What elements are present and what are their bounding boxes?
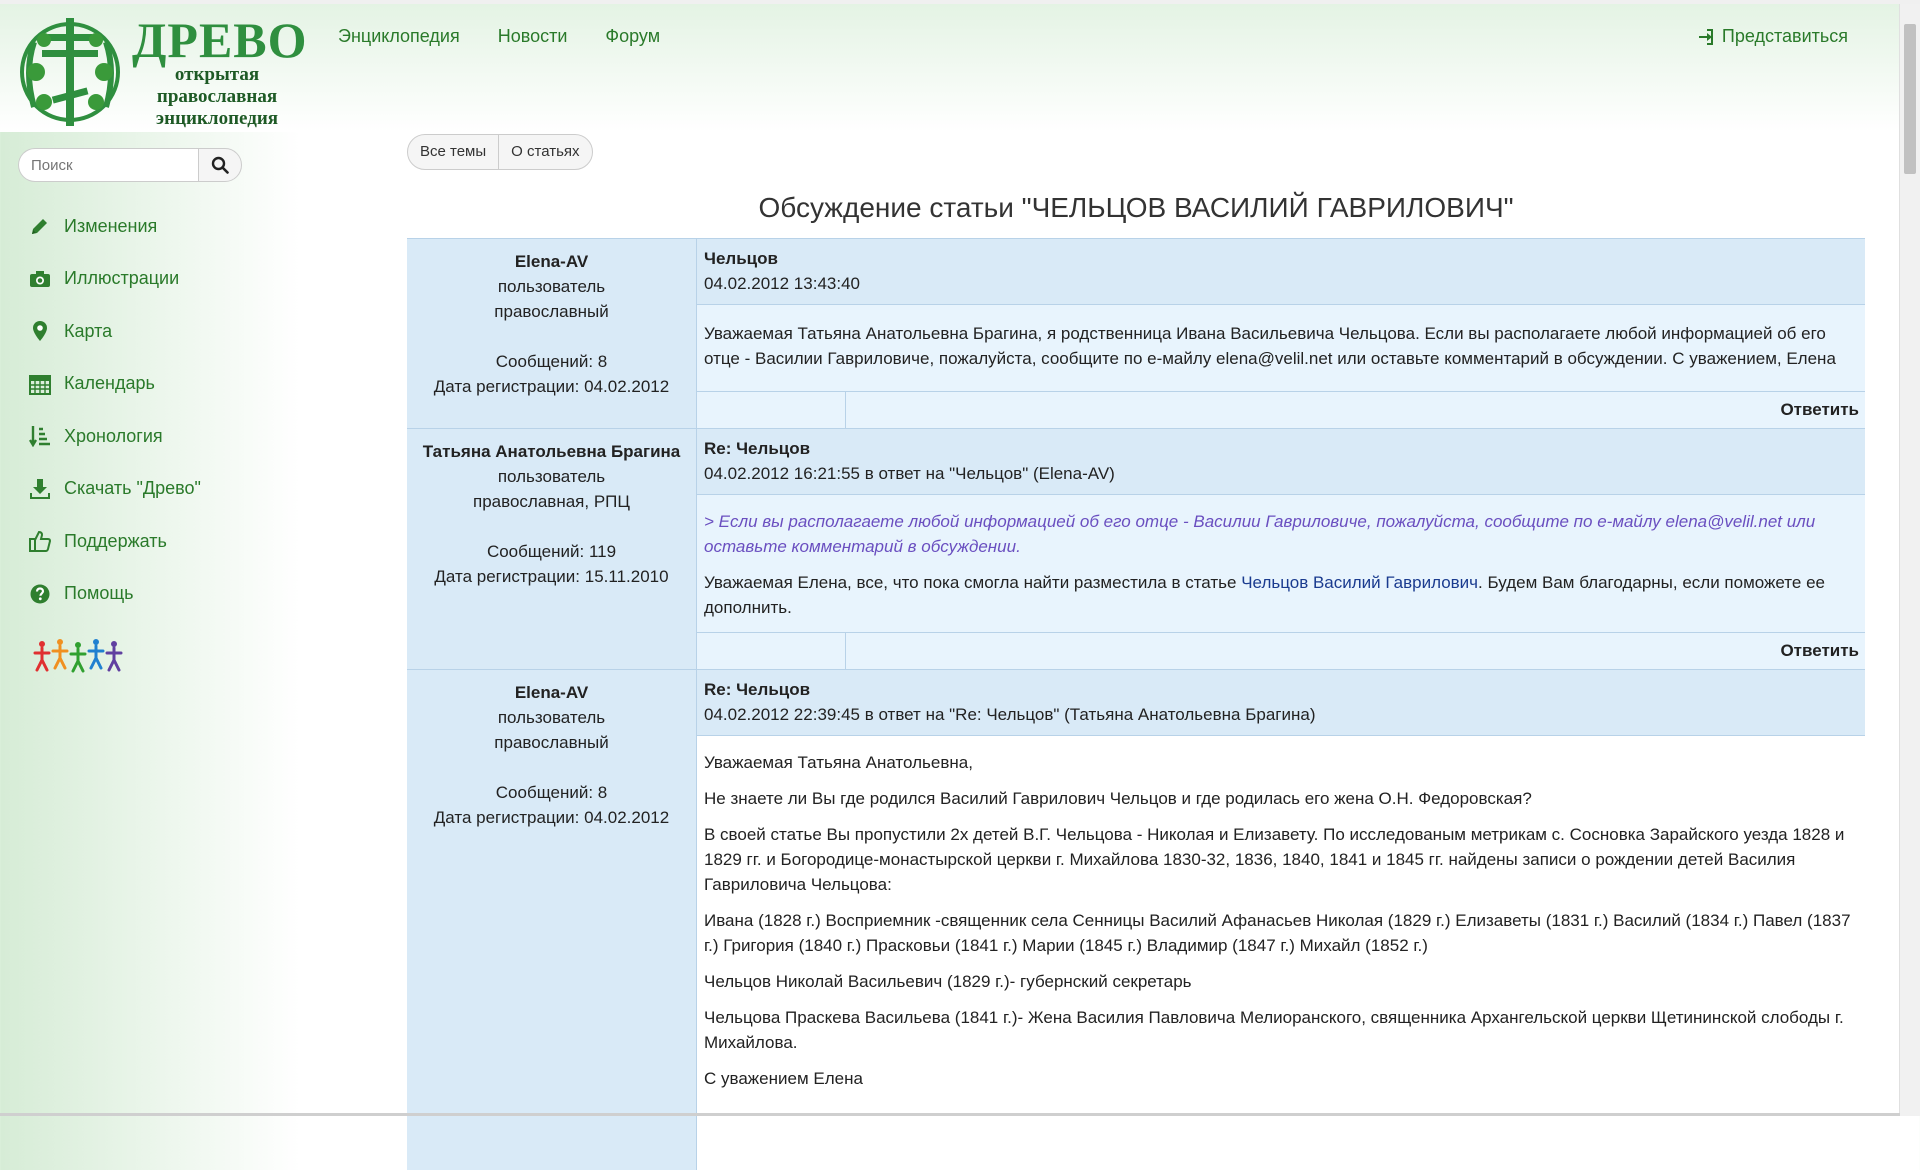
author-name[interactable]: Татьяна Анатольевна Брагина — [422, 442, 681, 461]
login-label: Представиться — [1721, 26, 1848, 46]
author-message-count: Сообщений: 8 — [495, 783, 608, 802]
sidebar-item-support[interactable] — [28, 515, 201, 568]
post-author-panel — [407, 429, 697, 669]
post-subject: Чельцов — [704, 249, 778, 268]
post-paragraph: Не знаете ли Вы где родился Василий Гаврилович Чельцов и где родилась его жена О.Н. Федоровская? — [704, 789, 1532, 808]
search-button[interactable] — [198, 148, 242, 182]
sidebar-item-calendar[interactable] — [28, 358, 201, 411]
page-scrollbar[interactable] — [1899, 4, 1920, 1116]
sidebar-item-label: Хронология — [64, 425, 163, 446]
author-faith: православный — [494, 733, 609, 752]
sidebar-item-label: Изменения — [64, 215, 158, 236]
post-paragraph: С уважением Елена — [704, 1069, 863, 1088]
logo-subtitle-line: открытая — [174, 64, 260, 85]
nav-link-forum[interactable]: Форум — [605, 26, 661, 46]
forum-post — [407, 428, 1865, 669]
post-header — [697, 239, 1865, 305]
sidebar-item-label: Календарь — [64, 373, 155, 394]
site-logo[interactable] — [14, 12, 308, 134]
post-text-part: Уважаемая Елена, все, что пока смогла найти разместила в статье — [704, 573, 1242, 592]
scrollbar-thumb[interactable] — [1904, 24, 1916, 174]
search-icon — [211, 156, 229, 174]
post-paragraph: Чельцов Николай Васильевич (1829 г.)- губернский секретарь — [704, 972, 1192, 991]
map-marker-icon — [28, 319, 52, 343]
post-content — [697, 670, 1865, 1170]
post-paragraph: В своей статье Вы пропустили 2х детей В.Г. Чельцова - Николая и Елизавету. По исследованым метрикам с. Сосновка Зарайского уезда 1828 и 1829 гг. и Богородице-монастырской церкви г. Михайлова 1830-32, 1836, 1840, 1841 и 1845 гг. найдены записи о рождении детей Василия Гавриловича Чельцова: — [704, 825, 1845, 894]
author-faith: православный — [494, 302, 609, 321]
post-text — [704, 570, 1858, 620]
logo-subtitle — [142, 64, 292, 130]
post-header — [697, 670, 1865, 736]
post-subject: Re: Чельцов — [704, 680, 811, 699]
calendar-icon — [28, 372, 52, 396]
post-text-part: . Будем Вам благодарны, если поможете ее дополнить. — [704, 573, 1825, 617]
sidebar-item-label: Поддержать — [64, 530, 167, 551]
post-author-panel — [407, 239, 697, 428]
author-registration-date: Дата регистрации: 04.02.2012 — [433, 377, 670, 396]
author-name[interactable]: Elena-AV — [514, 252, 589, 271]
top-navigation — [338, 26, 660, 47]
post-body — [697, 305, 1865, 391]
site-header — [0, 4, 1900, 132]
author-message-count: Сообщений: 8 — [495, 352, 608, 371]
logo-subtitle-line: православная — [156, 86, 278, 107]
post-text: Уважаемая Татьяна Анатольевна Брагина, я родственница Ивана Васильевича Чельцова. Если вы располагаете любой информацией об его отце - Василии Гавриловиче, пожалуйста, сообщите по е-майлу elena@velil.net или оставьте комментарий в обсуждении. С уважением, Елена — [704, 324, 1836, 368]
thumbs-up-icon — [28, 529, 52, 553]
author-registration-date: Дата регистрации: 15.11.2010 — [434, 567, 669, 586]
sidebar-item-label: Карта — [64, 320, 113, 341]
post-paragraph: Ивана (1828 г.) Восприемник -священник села Сенницы Василий Афанасьев Николая (1829 г.) Елизаветы (1831 г.) Василий (1834 г.) Павел (1837 г.) Григория (1840 г.) Прасковьи (1841 г.) Марии (1845 г.) Владимир (1847 г.) Михайл (1852 г.) — [704, 911, 1851, 955]
post-quote: > Если вы располагаете любой информацией об его отце - Василии Гавриловиче, пожалуйста, сообщите по е-майлу elena@velil.net или оставьте комментарий в обсуждении. — [704, 512, 1816, 556]
camera-icon — [28, 267, 52, 291]
post-paragraph: Чельцова Праскева Васильева (1841 г.)- Жена Василия Павловича Мелиоранского, священника Архангельской церкви Щетининской слободы г. Михайлова. — [704, 1008, 1844, 1052]
pencil-icon — [28, 214, 52, 238]
post-footer — [697, 632, 1865, 669]
logo-subtitle-line: энциклопедия — [155, 108, 279, 129]
sidebar-item-label: Скачать "Древо" — [64, 478, 201, 499]
sidebar-item-map[interactable] — [28, 305, 201, 358]
author-role: пользователь — [497, 277, 606, 296]
sidebar-menu — [28, 200, 201, 620]
download-icon — [28, 477, 52, 501]
post-meta: 04.02.2012 13:43:40 — [704, 274, 860, 293]
post-body — [697, 736, 1865, 1114]
forum-post — [407, 238, 1865, 428]
logo-title: ДРЕВО — [132, 12, 308, 68]
post-subject: Re: Чельцов — [704, 439, 811, 458]
forum-post — [407, 669, 1865, 1170]
author-role: пользователь — [497, 467, 606, 486]
sign-in-icon — [1698, 29, 1714, 45]
sidebar-item-chronology[interactable] — [28, 410, 201, 463]
forum-tabs — [407, 134, 593, 170]
post-footer — [697, 391, 1865, 428]
question-icon — [28, 582, 52, 606]
sidebar-item-illustrations[interactable] — [28, 253, 201, 306]
post-content — [697, 239, 1865, 428]
post-paragraph: Уважаемая Татьяна Анатольевна, — [704, 753, 973, 772]
sidebar-item-label: Иллюстрации — [64, 268, 180, 289]
reply-button[interactable]: Ответить — [1780, 400, 1859, 419]
page-title: Обсуждение статьи "ЧЕЛЬЦОВ ВАСИЛИЙ ГАВРИЛОВИЧ" — [758, 192, 1514, 223]
author-faith: православная, РПЦ — [473, 492, 630, 511]
post-author-panel — [407, 670, 697, 1170]
nav-link-encyclopedia[interactable]: Энциклопедия — [338, 26, 460, 46]
logo-emblem-icon — [14, 12, 126, 132]
tab-all-topics[interactable]: Все темы — [420, 143, 487, 160]
post-meta: 04.02.2012 16:21:55 в ответ на "Чельцов" (Elena-AV) — [704, 464, 1115, 483]
sidebar-item-download[interactable] — [28, 463, 201, 516]
post-content — [697, 429, 1865, 669]
post-meta: 04.02.2012 22:39:45 в ответ на "Re: Чельцов" (Татьяна Анатольевна Брагина) — [704, 705, 1316, 724]
tab-about-articles[interactable]: О статьях — [498, 135, 591, 169]
author-message-count: Сообщений: 119 — [486, 542, 617, 561]
post-body — [697, 495, 1865, 632]
author-name[interactable]: Elena-AV — [514, 683, 589, 702]
sidebar-item-help[interactable] — [28, 568, 201, 621]
people-logo-icon[interactable] — [32, 636, 132, 676]
login-link[interactable] — [1698, 26, 1848, 47]
posts-list — [407, 238, 1865, 1170]
article-link[interactable]: Чельцов Василий Гаврилович — [1241, 573, 1479, 592]
reply-button[interactable]: Ответить — [1780, 641, 1859, 660]
sidebar-item-label: Помощь — [64, 583, 134, 604]
post-header — [697, 429, 1865, 495]
author-registration-date: Дата регистрации: 04.02.2012 — [433, 808, 670, 827]
nav-link-news[interactable]: Новости — [497, 26, 568, 46]
sort-icon — [28, 424, 52, 448]
search-input[interactable] — [18, 148, 198, 182]
search-box — [18, 148, 242, 184]
sidebar-item-changes[interactable] — [28, 200, 201, 253]
author-role: пользователь — [497, 708, 606, 727]
